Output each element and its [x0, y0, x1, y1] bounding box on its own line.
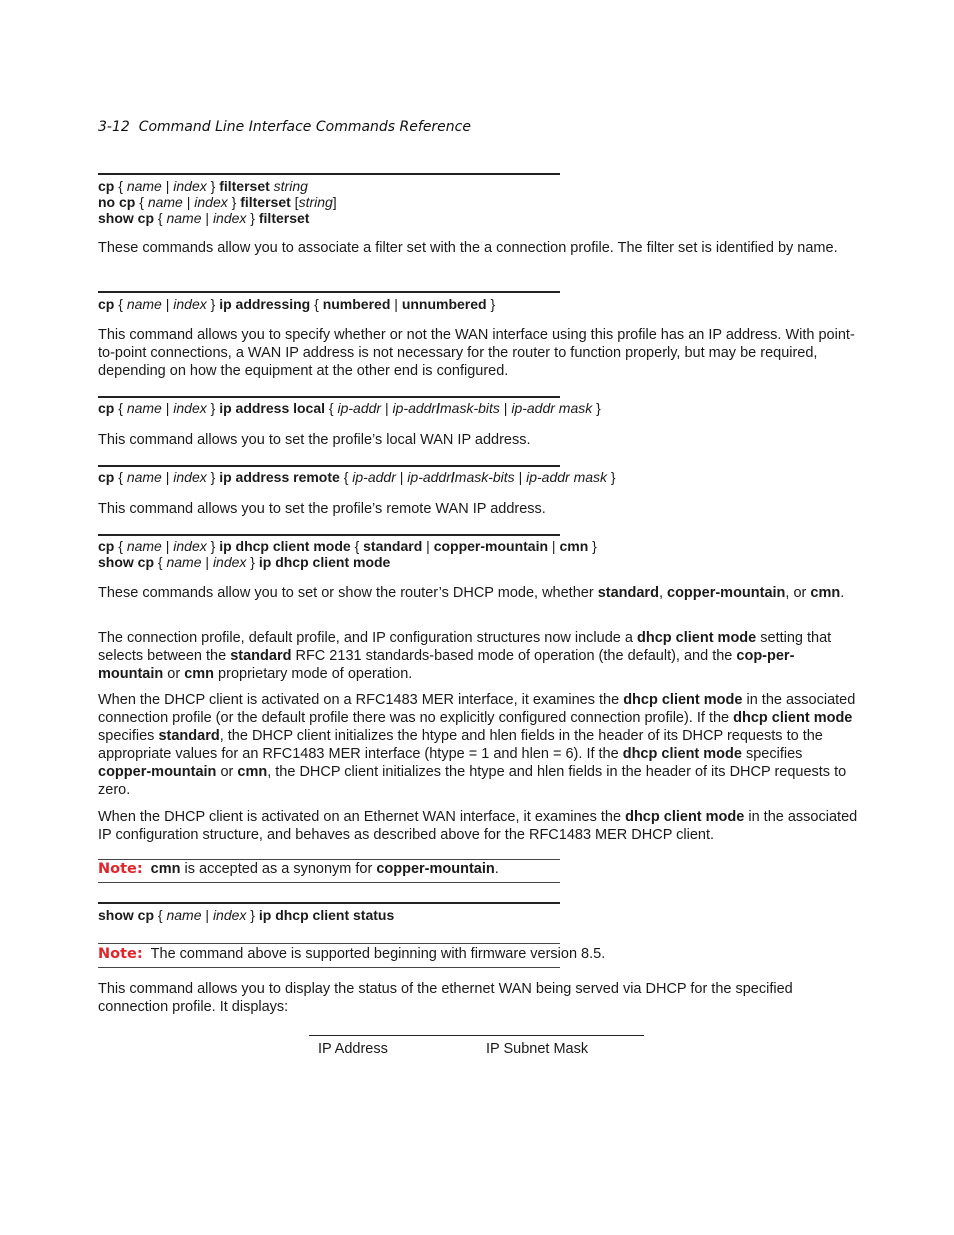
- paragraph-dhcp-mode-intro: These commands allow you to set or show the router’s DHCP mode, whether standard, copper-mountain, or cmn.: [98, 585, 845, 601]
- section-rule: [98, 465, 560, 467]
- paragraph-dhcp-ethernet: When the DHCP client is activated on an Ethernet WAN interface, it examines the dhcp client mode in the associated IP configuration structure, and behaves as described above for the RFC1483 MER DHCP client.: [98, 809, 858, 843]
- section-rule: [98, 173, 560, 175]
- description-ip-address-remote: This command allows you to set the profile’s remote WAN IP address.: [98, 501, 546, 517]
- description-filterset: These commands allow you to associate a filter set with the a connection profile. The filter set is identified by name.: [98, 240, 838, 256]
- command-syntax-ip-address-local: cp { name | index } ip address local { ip-addr | ip-addr/mask-bits | ip-addr mask }: [98, 400, 601, 416]
- command-syntax-ip-address-remote: cp { name | index } ip address remote { ip-addr | ip-addr/mask-bits | ip-addr mask }: [98, 469, 616, 485]
- note-cmn-synonym: Note: cmn is accepted as a synonym for copper-mountain.: [98, 861, 499, 877]
- command-syntax-dhcp-client-status: show cp { name | index } ip dhcp client status: [98, 907, 395, 923]
- note-rule-bottom: [98, 967, 560, 968]
- table-header-ip-address: IP Address: [318, 1041, 388, 1057]
- paragraph-dhcp-mode-setting: The connection profile, default profile, and IP configuration structures now include a dhcp client mode setting that selects between the standard RFC 2131 standards-based mode of operation (the default), and the cop-per-mountain or cmn proprietary mode of operation.: [98, 630, 832, 682]
- section-rule: [98, 291, 560, 293]
- description-ip-address-local: This command allows you to set the profile’s local WAN IP address.: [98, 432, 531, 448]
- note-rule-top: [98, 943, 560, 944]
- command-syntax-dhcp-client-mode: cp { name | index } ip dhcp client mode { standard | copper-mountain | cmn } show cp { name | index } ip dhcp client mode: [98, 538, 597, 570]
- page-number: 3-12: [98, 119, 130, 135]
- page-header: [98, 119, 471, 135]
- section-rule: [98, 902, 560, 904]
- header-title: Command Line Interface Commands Reference: [138, 119, 471, 135]
- note-label: Note:: [98, 861, 143, 877]
- command-syntax-ip-addressing: cp { name | index } ip addressing { numbered | unnumbered }: [98, 296, 496, 312]
- paragraph-dhcp-mer: When the DHCP client is activated on a RFC1483 MER interface, it examines the dhcp client mode in the associated connection profile (or the default profile there was no explicitly configured connection profile). If the dhcp client mode specifies standard, the DHCP client initializes the htype and hlen fields in the header of its DHCP requests to the appropriate values for an RFC1483 MER interface (htype = 1 and hlen = 6). If the dhcp client mode specifies copper-mountain or cmn, the DHCP client initializes the htype and hlen fields in the header of its DHCP requests to zero.: [98, 692, 856, 798]
- section-rule: [98, 534, 560, 536]
- command-syntax-filterset: cp { name | index } filterset string no cp { name | index } filterset [string] show cp { name | index } filterset: [98, 178, 337, 226]
- note-firmware-version: Note: The command above is supported beginning with firmware version 8.5.: [98, 946, 606, 962]
- table-header-ip-subnet-mask: IP Subnet Mask: [486, 1041, 589, 1057]
- note-label: Note:: [98, 946, 143, 962]
- table-top-rule: [309, 1035, 644, 1036]
- description-dhcp-client-status: This command allows you to display the status of the ethernet WAN being served via DHCP for the specified connection profile. It displays:: [98, 981, 793, 1015]
- section-rule: [98, 396, 560, 398]
- note-rule-bottom: [98, 882, 560, 883]
- description-ip-addressing: This command allows you to specify whether or not the WAN interface using this profile has an IP address. With point-to-point connections, a WAN IP address is not necessary for the router to function properly, but may be required, depending on how the equipment at the other end is configured.: [98, 327, 855, 379]
